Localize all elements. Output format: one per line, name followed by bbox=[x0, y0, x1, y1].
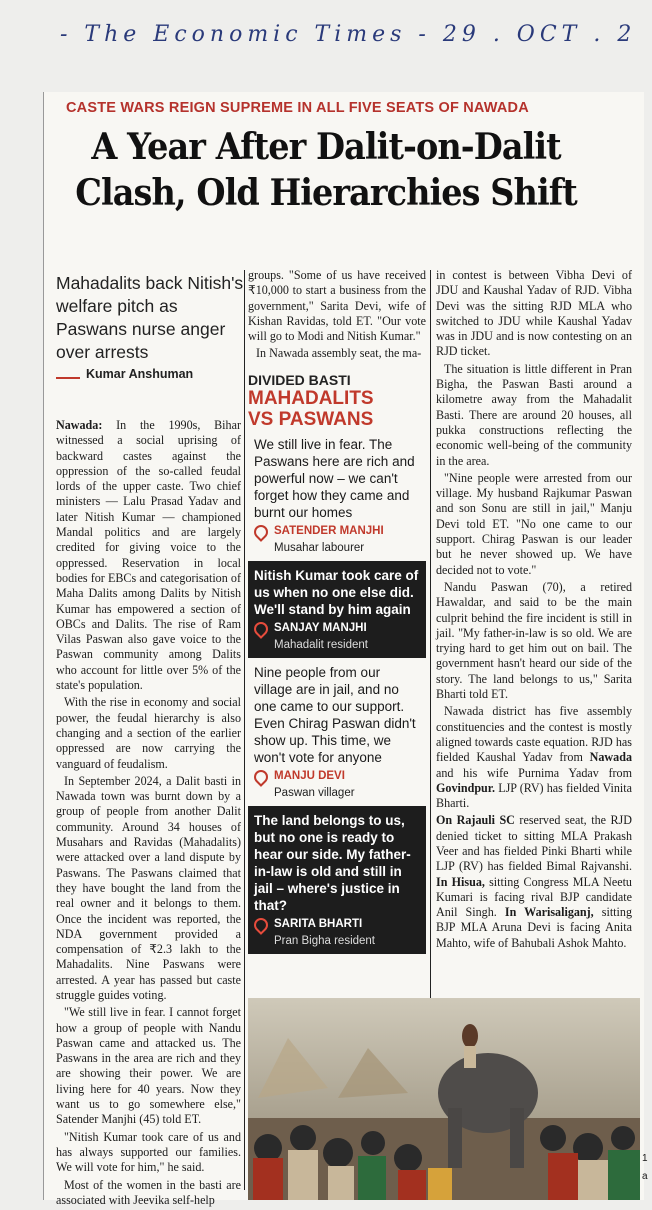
speaker-role: Mahadalit resident bbox=[274, 639, 368, 651]
speaker-name: SANJAY MANJHI bbox=[274, 622, 367, 634]
column-1 bbox=[56, 418, 241, 1210]
sidebar-title-line-1: MAHADALITS bbox=[248, 388, 374, 409]
constituency: In Warisaliganj, bbox=[504, 905, 594, 920]
column-rule bbox=[244, 270, 245, 1190]
kicker: CASTE WARS REIGN SUPREME IN ALL FIVE SEATS OF NAWADA bbox=[66, 100, 529, 116]
quote-text: Nine people from our village are in jail, and no one came to our support. Even Chirag Paswan didn't show up. This time, we won't vote for anyone bbox=[254, 665, 416, 765]
paragraph: "Nitish Kumar took care of us and has always supported our families. We will vote for him," he said. bbox=[56, 1129, 241, 1175]
paragraph: Nandu Paswan (70), a retired Hawaldar, and said to be the main culprit behind the fire incident is still in jail. "My father-in-law is so old. We are trying hard to get him out on bail. The government hasn't heard our side of the story. The land belongs to us," Sarita Bharti told ET. bbox=[436, 579, 632, 702]
handwritten-source-note: - The Economic Times - 29 . OCT . 2 bbox=[60, 22, 637, 47]
headline-line-1: A Year After Dalit-on-Dalit bbox=[91, 126, 561, 168]
constituency: In Hisua, bbox=[436, 874, 485, 889]
byline: Kumar Anshuman bbox=[86, 367, 194, 381]
paragraph bbox=[56, 418, 241, 693]
paragraph: In Nawada assembly seat, the ma- bbox=[256, 346, 422, 361]
quote-text: The land belongs to us, but no one is ready to hear our side. My father-in-law is old and still in jail – where's justice in that? bbox=[254, 813, 411, 913]
paragraph-text: sitting BJP MLA Aruna Devi is facing Anita Mahto, wife of Bahubali Ashok Mahto. bbox=[436, 905, 632, 950]
speaker-name: MANJU DEVI bbox=[274, 770, 345, 782]
paragraph: "Nine people were arrested from our village. My husband Rajkumar Paswan and son Sonu are still in jail," Manju Devi told ET. "No one came to our support. Chirag Paswan is our leader but he never showed up. We have decided not to vote." bbox=[436, 470, 632, 577]
quote-card bbox=[248, 430, 426, 561]
location-pin-icon bbox=[251, 619, 271, 639]
paragraph-text: and his wife Purnima Yadav from bbox=[436, 765, 632, 780]
location-pin-icon bbox=[251, 522, 271, 542]
speaker-role: Paswan villager bbox=[274, 787, 355, 799]
quote-speaker bbox=[254, 620, 420, 654]
headline bbox=[54, 124, 598, 216]
speaker-name: SATENDER MANJHI bbox=[274, 525, 384, 537]
column-3 bbox=[436, 268, 632, 953]
quote-speaker bbox=[254, 768, 420, 802]
paragraph-text: sitting Congress MLA Neetu Kumari is facing rival BJP candidate Anil Singh. bbox=[436, 874, 632, 920]
divided-basti-sidebar bbox=[248, 367, 426, 954]
sidebar-title-line-2: VS PASWANS bbox=[248, 409, 374, 430]
location-pin-icon bbox=[251, 915, 271, 935]
byline-accent bbox=[56, 377, 80, 379]
speaker-name: SARITA BHARTI bbox=[274, 918, 363, 930]
paragraph: groups. "Some of us have received ₹10,000 to start a business from the government," Sarita Devi, wife of Kishan Ravidas, told ET. "Our vote will go to Modi and Nitish Kumar." bbox=[248, 268, 426, 344]
paragraph: The situation is little different in Pran Bigha, the Paswan Basti around a kilometre away from the Mahadalit Basti. There are around 20 houses, all pukka constructions reflecting the economic well-being of the community in the area. bbox=[436, 361, 632, 468]
paragraph bbox=[436, 704, 632, 811]
crowd-with-elephant-image bbox=[248, 998, 640, 1200]
paragraph: "We still live in fear. I cannot forget how a group of people with Nandu Paswan came and attacked us. The Paswans in the area are rich and they are showing their power. We are living here for 40 years. Now they want us to go somewhere else," Satender Manjhi (45) told ET. bbox=[56, 1005, 241, 1127]
quote-card bbox=[248, 658, 426, 806]
dateline: Nawada: bbox=[56, 418, 103, 432]
crowd-photo bbox=[248, 998, 640, 1200]
sidebar-title bbox=[248, 388, 426, 430]
location-pin-icon bbox=[251, 767, 271, 787]
newspaper-clipping bbox=[44, 92, 644, 1207]
paragraph: Most of the women in the basti are associated with Jeevika self-help bbox=[56, 1177, 241, 1207]
constituency: Govindpur. bbox=[436, 780, 496, 795]
paragraph-text: reserved seat, the RJD denied ticket to sitting MLA Prakash Veer and has fielded Pinki Bharti while LJP (RV) has fielded Bimal Rajvanshi. bbox=[436, 813, 632, 874]
quote-card bbox=[248, 561, 426, 658]
sidebar-label: DIVIDED BASTI bbox=[248, 372, 351, 388]
speaker-role: Musahar labourer bbox=[274, 542, 365, 554]
paragraph: in contest is between Vibha Devi of JDU and Kaushal Yadav of RJD. Vibha Devi was the sitting RJD MLA who switched to JDU while Kaushal Yadav was in JDU and is now contesting on an RJD ticket. bbox=[436, 268, 632, 359]
headline-line-2: Clash, Old Hierarchies Shift bbox=[75, 172, 577, 214]
column-2-top bbox=[248, 268, 426, 364]
page-edge-text: 1 a bbox=[642, 1153, 648, 1182]
quote-speaker bbox=[254, 523, 420, 557]
deck: Mahadalits back Nitish's welfare pitch as Paswans nurse anger over arrests bbox=[56, 273, 244, 362]
column-rule bbox=[430, 270, 431, 1000]
paragraph bbox=[436, 813, 632, 951]
quote-text: We still live in fear. The Paswans here are rich and powerful now – we can't forget how they came and burnt our homes bbox=[254, 437, 415, 520]
paragraph-text: Nawada district has five assembly constituencies and the contest is mostly aligned towards caste equation. RJD has fielded Kaushal Yadav from bbox=[436, 704, 632, 765]
quote-card bbox=[248, 806, 426, 954]
constituency: On Rajauli SC bbox=[436, 813, 515, 828]
paragraph: In September 2024, a Dalit basti in Nawada town was burnt down by a group of people from another Dalit community. Around 34 houses of Musahars and Ravidas (Mahadalits) were attacked over a land dispute by Paswans. The Paswans claimed that they have bought the land from the real owner and it belongs to them. Once the incident was reported, the NDA government provided a compensation of ₹2.3 lakh to the Mahadalits. Nine Paswans were arrested. A year has passed but caste struggle guides voting. bbox=[56, 773, 241, 1002]
quote-text: Nitish Kumar took care of us when no one else did. We'll stand by him again bbox=[254, 568, 419, 617]
speaker-role: Pran Bigha resident bbox=[274, 935, 376, 947]
paragraph-text: In the 1990s, Bihar witnessed a social uprising of backward castes against the oppression of the so-called feudal lords of the upper caste. Two chief ministers — Lalu Prasad Yadav and later Nitish Kumar — championed Mandal politics and are largely credited for giving voice to the oppressed. Reservation in local bodies for EBCs and categorisation of Maha Dalits among Dalits by Nitish Kumar has empowered a section of OBCs and Dalits. The rise of Ram Vilas Paswan also gave voice to the Paswan community among Dalits who account for little over 5% of the state's population. bbox=[56, 418, 241, 693]
paragraph-text: LJP (RV) has fielded Vinita Bharti. bbox=[436, 780, 632, 811]
constituency: Nawada bbox=[589, 750, 632, 765]
quote-speaker bbox=[254, 916, 420, 950]
paragraph: With the rise in economy and social power, the feudal hierarchy is also changing and a section of the earlier oppressed are now carrying the vanguard of feudalism. bbox=[56, 695, 241, 771]
